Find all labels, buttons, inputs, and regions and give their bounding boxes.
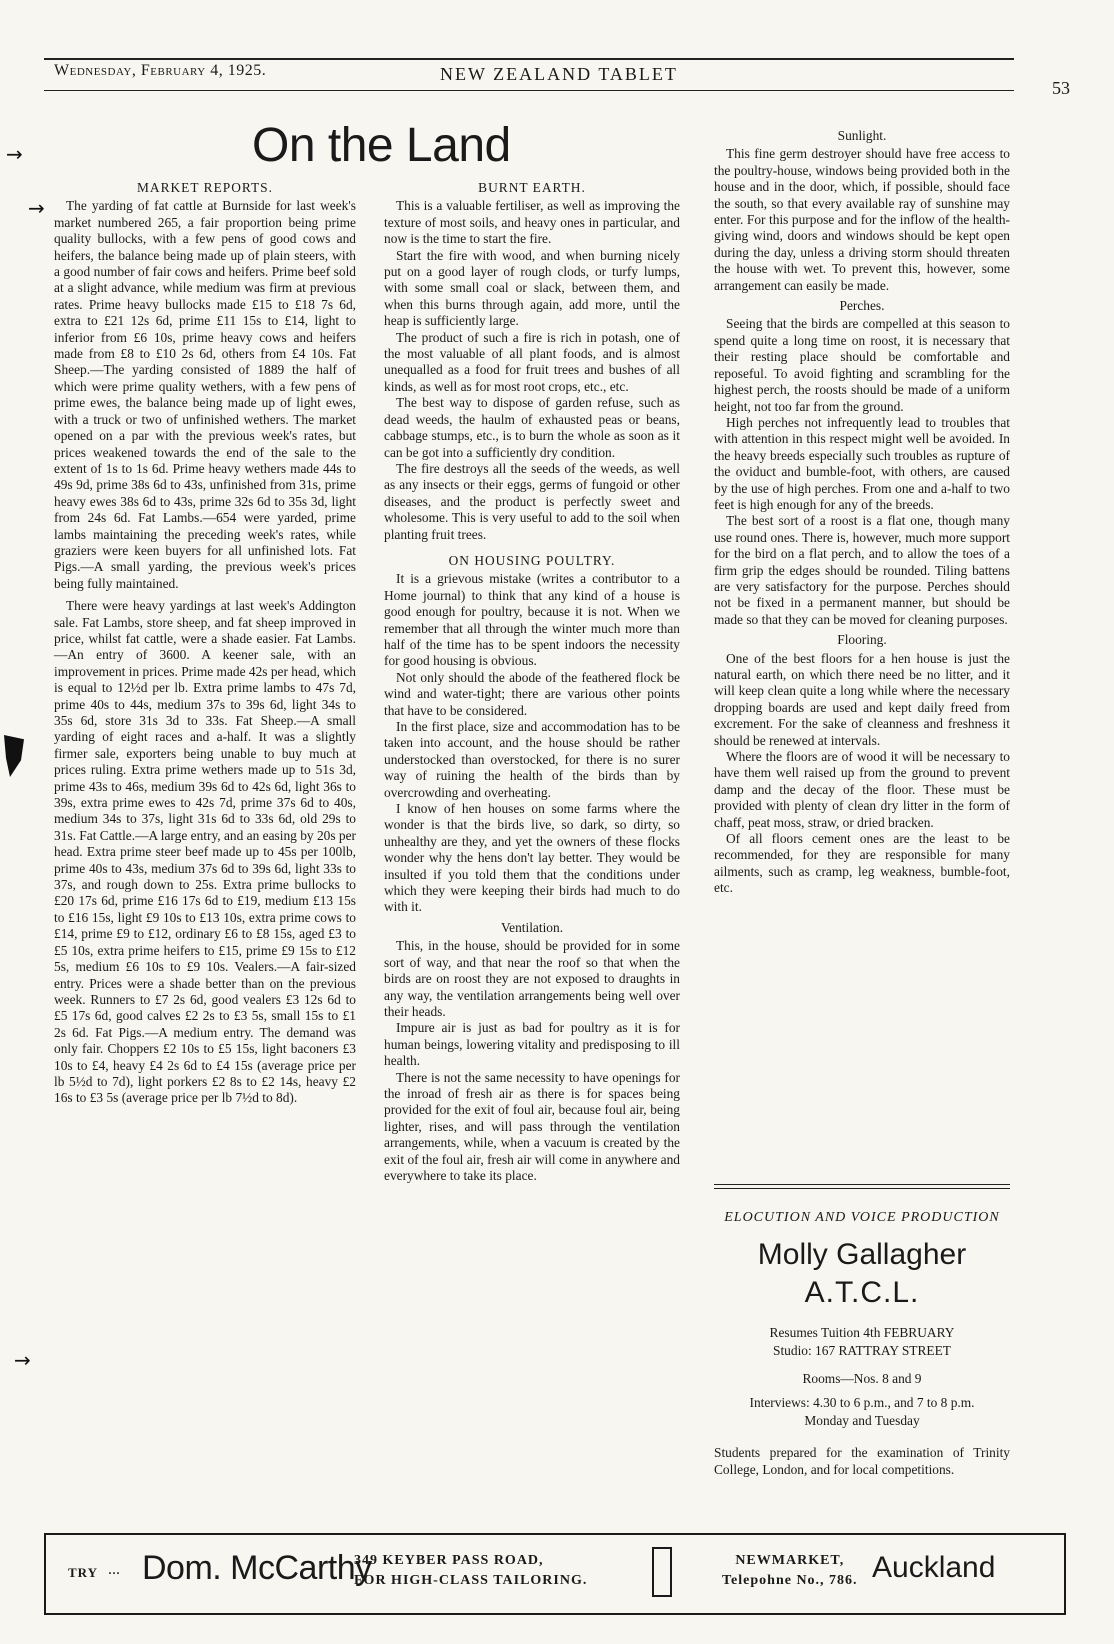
- paragraph: Impure air is just as bad for poultry as it is for human beings, lowering vitality and predisposing to ill health.: [384, 1020, 680, 1069]
- paragraph: There were heavy yardings at last week's Addington sale. Fat Lambs, store sheep, and fat sheep improved in price, whilst fat cattle, were a shade easier. Fat Lambs.—An entry of 3600. A keener sale, with an improvement in prices. Prime made 42s per head, which is equal to 12½d per lb. Extra prime lambs to 47s 7d, prime 40s to 44s, medium 37s to 39s 6d, light 34s to 35s 6d, store 31s 3d to 33s. Fat Sheep.—A small yarding of eight races and a-half. It was a slightly firmer sale, exporters being unable to buy much at prices ruling. Extra prime wethers made up to 51s 3d, prime 43s to 46s, medium 39s 6d to 42s 6d, light 36s to 39s, extra prime ewes to 42s 7d, prime 37s 6d to 40s, medium 34s to 37s, light 31s 6d to 33s 6d, old 29s to 31s. Fat Cattle.—A large entry, and an easing by 20s per head. Extra prime steer beef made up to 45s per 100lb, prime 40s to 43s, medium 37s 6d to 39s 6d, light 33s to 37s, and rough down to 25s. Extra prime bullocks to £20 17s 6d, prime £16 17s 6d to £19, medium £13 15s to £16 15s, light £9 10s to £13 10s, extra prime cows to £14, prime £9 to £12, ordinary £6 to £8 15s, aged £3 to £5 10s, extra prime heifers to £15, prime £9 15s to £12 5s, medium £6 10s to £9 10s. Vealers.—A fair-sized entry. Prices were a shade better than on the previous week. Runners to £7 2s 6d, good vealers £3 12s 6d to £5 17s 6d, good calves £2 2s to £3 5s, small 15s to £1 2s 6d. Fat Pigs.—A medium entry. The demand was only fair. Choppers £2 10s to £5 15s, light baconers £3 10s to £4, heavy £4 2s 6d to £4 15s (average price per lb 5½d to 7d), light porkers £2 8s to £2 14s, heavy £2 16s to £3 5s (average price per lb 7½d to 8d).: [54, 598, 356, 1106]
- paragraph: Not only should the abode of the feathered flock be wind and water-tight; there are various other points that have to be considered.: [384, 669, 680, 718]
- paragraph: The product of such a fire is rich in potash, one of the most valuable of all plant foods, and is almost unequalled as a food for fruit trees and bushes of all kinds, as well as for most root crops, etc., etc.: [384, 329, 680, 394]
- column-market-reports: [54, 176, 356, 1107]
- advert-line: Resumes Tuition 4th FEBRUARY: [769, 1325, 955, 1340]
- subheading: Perches.: [839, 298, 885, 314]
- advert-line: Interviews: 4.30 to 6 p.m., and 7 to 8 p.m.: [749, 1395, 975, 1410]
- column-poultry-continued: [714, 124, 1010, 897]
- paragraph: This fine germ destroyer should have free access to the poultry-house, windows being provided both in the house and in the door, which, if possible, should face the south, so that every available ray of sunshine may enter. For this purpose and for the inflow of the health-giving wind, doors and windows should be kept open during the day, unless a driving storm should threaten the house with wet. To prevent this, however, some arrangement can easily be made.: [714, 146, 1010, 293]
- paragraph: The fire destroys all the seeds of the weeds, as well as any insects or their eggs, germs of fungoid or other diseases, and the product is perfectly sweet and wholesome. This is very useful to add to the soil when planting fruit trees.: [384, 460, 680, 542]
- page-number: 53: [1052, 78, 1070, 98]
- ink-blot-icon: [4, 735, 24, 777]
- footer-newmarket: NEWMARKET,: [735, 1553, 845, 1568]
- paragraph: I know of hen houses on some farms where the wonder is that the birds live, so dark, so dirty, so unhealthy are they, and yet the owners of these flocks wonder why the hens don't lay better. They would be insulted if you told them that the conditions under which they were keeping their birds had much to do with it.: [384, 801, 680, 915]
- footer-telephone: Telepohne No., 786.: [722, 1573, 858, 1588]
- margin-arrow-icon: →: [6, 142, 23, 166]
- advert-line: Studio: 167 RATTRAY STREET: [773, 1343, 951, 1358]
- section-heading: BURNT EARTH.: [478, 180, 586, 195]
- footer-name: Dom. McCarthy: [142, 1549, 372, 1587]
- section-heading: MARKET REPORTS.: [137, 180, 273, 195]
- advert-note: Students prepared for the examination of Trinity College, London, and for local competitions.: [714, 1445, 1010, 1477]
- header-rule-top: [44, 58, 1014, 60]
- masthead: NEW ZEALAND TABLET: [440, 64, 678, 84]
- subheading: Sunlight.: [837, 128, 887, 143]
- column-burnt-earth: [384, 176, 680, 1184]
- margin-arrow-icon: →: [28, 196, 45, 220]
- paragraph: The yarding of fat cattle at Burnside for last week's market numbered 265, a fair proportion being prime quality bullocks, with a few pens of good cows and heifers, the balance being made up of plain steers, with a good number of fair cows and heifers. Prime beef sold at a slight advance, while medium was firm at previous rates. Prime heavy bullocks made £15 to £18 7s 6d, extra to £21 12s 6d, prime £11 15s to £14, light to inferior from £6 10s, prime heavy cows and heifers made from £8 to £10 2s 6d, others from £4 10s. Fat Sheep.—The yarding consisted of 1889 the half of which were prime quality wethers, with a few pens of prime ewes, the balance being made up of light ewes, with a truck or two of unfinished wethers. The market opened on a par with the previous week's rates, but prices weakened towards the end of the sale to the extent of 1s to 1s 6d. Prime heavy wethers made 44s to 49s 9d, prime 38s 6d to 43s, unfinished from 31s, prime heavy ewes 38s 6d to 43s, prime 32s 6d to 35s 3d, light from 24s 6d. Fat Lambs.—654 were yarded, prime lambs maintaining the preceding week's rates, while graziers were keen buyers for all unfinished lots. Fat Pigs.—A small yarding, the previous week's prices being fully maintained.: [54, 198, 356, 591]
- subheading: Ventilation.: [500, 919, 564, 935]
- footer-try: TRY: [68, 1565, 98, 1580]
- paragraph: Of all floors cement ones are the least to be recommended, for they are responsible for many ailments, such as cramp, leg weakness, bumble-foot, etc.: [714, 831, 1010, 896]
- advert-line: Monday and Tuesday: [804, 1413, 920, 1428]
- paragraph: One of the best floors for a hen house is just the natural earth, on which there need be no litter, and it will keep clean quite a long while where the necessary dropping boards are used and kept daily freed from excrement. For the sake of cleanness and freshness it should be renewed at intervals.: [714, 650, 1010, 748]
- header-rule-bottom: [44, 90, 1014, 91]
- issue-date: Wednesday, February 4, 1925.: [54, 62, 267, 79]
- paragraph: There is not the same necessity to have openings for the inroad of fresh air as there is for spaces being provided for the exit of foul air, because foul air, being lighter, rises, and will pass through the ventilation arrangements, while, when a vacuum is created by the exit of the foul air, fresh air will come in anywhere and everywhere to take its place.: [384, 1069, 680, 1183]
- advert-heading: ELOCUTION AND VOICE PRODUCTION: [724, 1210, 1000, 1225]
- paragraph: The best way to dispose of garden refuse, such as dead weeds, the haulm of exhausted peas or beans, cabbage stumps, etc., is to burn the whole as soon as it can be got into a sufficiently dry condition.: [384, 395, 680, 460]
- section-heading: ON HOUSING POULTRY.: [448, 552, 616, 568]
- footer-address: [354, 1551, 587, 1591]
- footer-dots: ...: [108, 1561, 120, 1578]
- paragraph: It is a grievous mistake (writes a contributor to a Home journal) to think that any kind of a house is good enough for poultry, because it is not. When we remember that all through the winter much more than half of the time has to be spent indoors the necessity for good housing is obvious.: [384, 571, 680, 669]
- subheading: Flooring.: [837, 632, 887, 648]
- elocution-advert: [714, 1210, 1010, 1478]
- advert-divider: [714, 1184, 1010, 1185]
- footer-advert: [44, 1533, 1066, 1615]
- paragraph: This, in the house, should be provided for in some sort of way, and that near the roof so that when the birds are on roost they are not exposed to draughts in any way, the ventilation arrangements being well over their heads.: [384, 938, 680, 1019]
- margin-arrow-icon: →: [14, 1348, 31, 1372]
- paragraph: Seeing that the birds are compelled at this season to spend quite a long time on roost, it is necessary that their resting place should be comfortable and reposeful. To avoid fighting and scrambling for the highest perch, the roosts should be made of a uniform height, not too far from the ground.: [714, 316, 1010, 414]
- advert-divider: [714, 1188, 1010, 1189]
- paragraph: The best sort of a roost is a flat one, though many use round ones. There is, however, much more support for the bird on a flat perch, and to allow the toes of a firm grip the edges should be rounded. Tiling battens are very satisfactory for the purpose. Perches should not be fixed in a permanent manner, but should be made so that they can be moved for cleaning purposes.: [714, 513, 1010, 627]
- bracket-mark-icon: [652, 1547, 672, 1597]
- footer-address-line: 349 KEYBER PASS ROAD,: [354, 1553, 544, 1568]
- advert-credential: A.T.C.L.: [804, 1276, 920, 1309]
- advert-line: Rooms—Nos. 8 and 9: [802, 1371, 922, 1386]
- paragraph: This is a valuable fertiliser, as well as improving the texture of most soils, and heavy ones in particular, and now is the time to start the fire.: [384, 198, 680, 247]
- paragraph: High perches not infrequently lead to troubles that with attention in this respect might well be avoided. In the heavy breeds especially such troubles as rupture of the oviduct and bumble-foot, with others, are caused by the use of high perches. From one and a-half to two feet is high enough for any of the breeds.: [714, 414, 1010, 512]
- footer-contact: [722, 1551, 858, 1591]
- paragraph: In the first place, size and accommodation has to be taken into account, and the house should be rather understocked than overstocked, for there is no surer way of ruining the health of the birds than by overcrowding and overheating.: [384, 719, 680, 800]
- footer-city: Auckland: [872, 1551, 996, 1584]
- advert-name: Molly Gallagher: [757, 1238, 967, 1271]
- article-title: On the Land: [252, 119, 511, 172]
- paragraph: Where the floors are of wood it will be necessary to have them well raised up from the ground to prevent damp and the decay of the floor. These must be provided with plenty of clean dry litter in the form of chaff, peat moss, straw, or dried bracken.: [714, 749, 1010, 830]
- paragraph: Start the fire with wood, and when burning nicely put on a good layer of rough clods, or turfy lumps, with some small coal or slack, between them, and when this burns through again, add more, until the heap is sufficiently large.: [384, 247, 680, 329]
- footer-address-line: FOR HIGH-CLASS TAILORING.: [354, 1573, 588, 1588]
